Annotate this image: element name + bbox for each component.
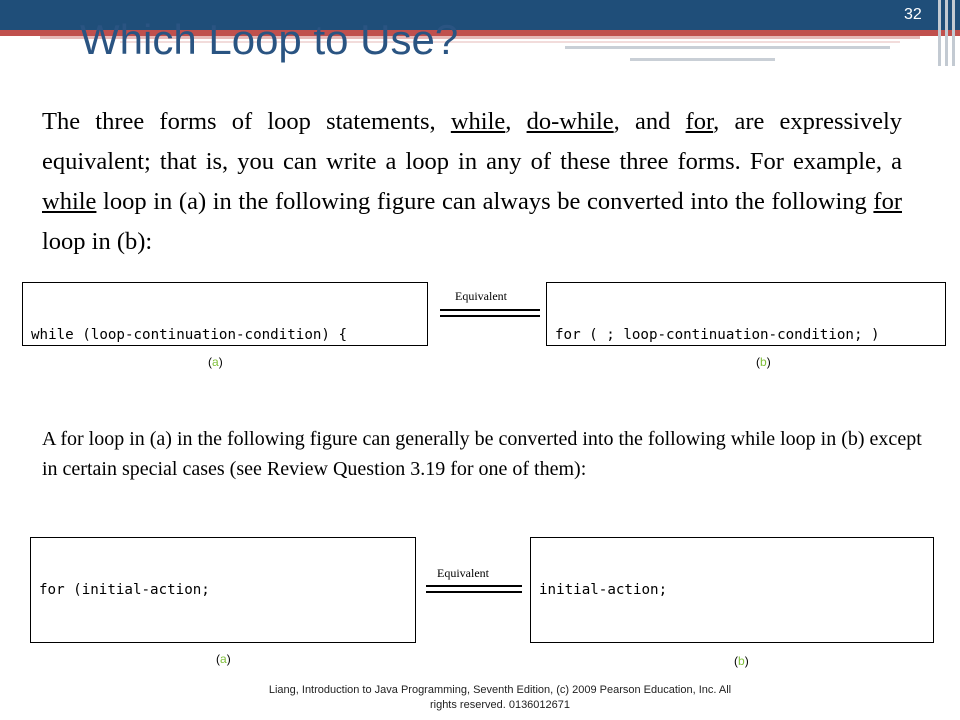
intro-paragraph [42, 102, 902, 262]
caption-a: (a) [208, 355, 223, 369]
text-fragment: , are expressively equivalent; that is, you can write a loop in any of these three forms. For example, a [42, 108, 903, 175]
header-vertical-line [945, 0, 948, 66]
equals-line [426, 591, 522, 593]
header-vertical-line [952, 0, 955, 66]
copyright-footer [240, 683, 760, 713]
keyword-do-while: do-while [526, 108, 614, 135]
code-line: for (initial-action; [39, 582, 210, 598]
keyword-for: for [685, 108, 714, 135]
footer-line: rights reserved. 0136012671 [429, 699, 571, 711]
equivalent-label: Equivalent [437, 566, 489, 580]
footer-line: Liang, Introduction to Java Programming, Seventh Edition, (c) 2009 Pearson Education, Inc. All [268, 684, 732, 696]
text-fragment: loop in (b): [42, 228, 153, 255]
code-box-while-loop [22, 282, 428, 346]
header-vertical-line [938, 0, 941, 66]
keyword-while: while [450, 108, 506, 135]
keyword-for: for [873, 188, 902, 215]
header-grey-stripe [565, 46, 890, 49]
text-fragment: , and [613, 108, 686, 135]
text-fragment: The three forms of loop statements, [42, 108, 451, 135]
code-box-for-loop [546, 282, 946, 346]
second-paragraph: A for loop in (a) in the following figure can generally be converted into the following while loop in (b) except in certain special cases (see Review Question 3.19 for one of them): [42, 428, 922, 480]
code-line [539, 640, 925, 643]
code-line: for ( ; loop-continuation-condition; ) [555, 327, 880, 343]
equals-line [426, 585, 522, 587]
caption-b: (b) [734, 654, 749, 668]
text-fragment: loop in (a) in the following figure can always be converted into the following [96, 188, 874, 215]
code-box-for-loop-full [30, 537, 416, 643]
slide-title: Which Loop to Use? [80, 16, 459, 63]
code-line: initial-action; [539, 582, 668, 598]
text-fragment: , [505, 108, 527, 135]
code-line [39, 640, 407, 643]
caption-a: (a) [216, 652, 231, 666]
equals-line [440, 315, 540, 317]
keyword-while: while [42, 188, 97, 215]
slide-number: 32 [904, 6, 922, 23]
equals-line [440, 309, 540, 311]
caption-b: (b) [756, 355, 771, 369]
code-box-while-loop-full [530, 537, 934, 643]
header-grey-stripe-short [630, 58, 775, 61]
equivalent-label: Equivalent [455, 289, 507, 303]
code-line: while (loop-continuation-condition) { [31, 327, 348, 343]
